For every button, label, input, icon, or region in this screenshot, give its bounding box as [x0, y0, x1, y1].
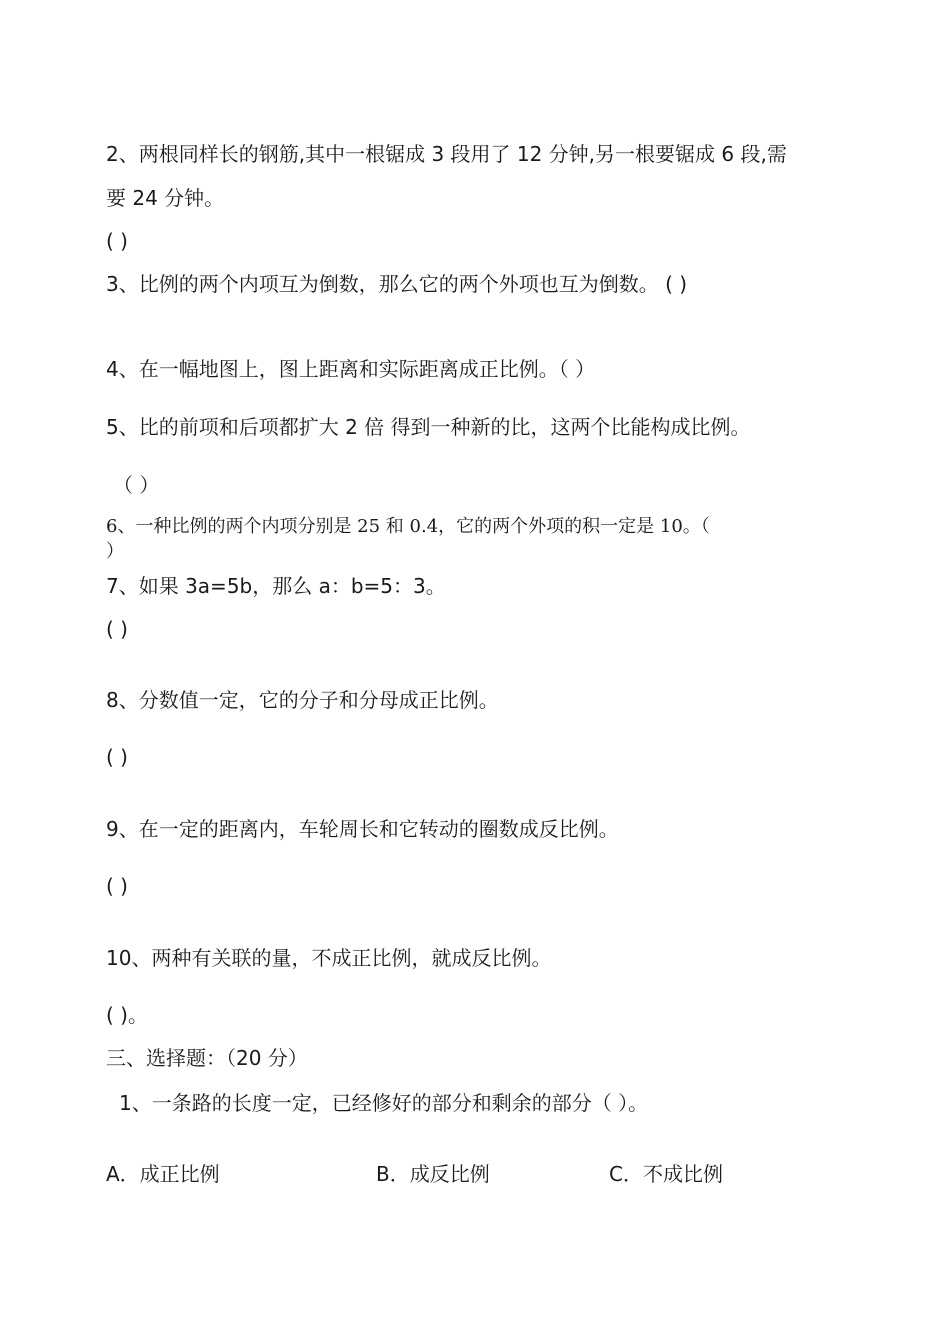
- question-2-line-2: 要 24 分钟。: [106, 186, 225, 210]
- section-choice-heading: 三、选择题：（20 分）: [106, 1046, 308, 1070]
- question-3: 3、比例的两个内项互为倒数，那么它的两个外项也互为倒数。 ( ): [106, 272, 688, 296]
- question-2-answer-blank: ( ): [106, 229, 128, 253]
- choice-option-b: B．成反比例: [376, 1162, 490, 1186]
- question-8-answer-blank: ( ): [106, 745, 128, 769]
- question-8: 8、分数值一定，它的分子和分母成正比例。: [106, 688, 499, 712]
- question-6-line-1: 6、一种比例的两个内项分别是 25 和 0.4，它的两个外项的积一定是 10。（: [106, 516, 710, 537]
- question-7: 7、如果 3a=5b，那么 a：b=5：3。: [106, 574, 446, 598]
- question-2-line-1: 2、两根同样长的钢筋,其中一根锯成 3 段用了 12 分钟,另一根要锯成 6 段,需: [106, 142, 787, 166]
- question-9-answer-blank: ( ): [106, 874, 128, 898]
- question-10-answer-blank: ( )。: [106, 1003, 148, 1027]
- question-10: 10、两种有关联的量，不成正比例，就成反比例。: [106, 946, 552, 970]
- question-9: 9、在一定的距离内，车轮周长和它转动的圈数成反比例。: [106, 817, 619, 841]
- question-6-line-2: ）: [106, 541, 124, 562]
- choice-question-1: 1、一条路的长度一定，已经修好的部分和剩余的部分（ ）。: [119, 1091, 649, 1115]
- question-4: 4、在一幅地图上，图上距离和实际距离成正比例。（ ）: [106, 357, 596, 381]
- choice-option-c: C．不成比例: [609, 1162, 723, 1186]
- question-7-answer-blank: ( ): [106, 617, 128, 641]
- question-5: 5、比的前项和后项都扩大 2 倍 得到一种新的比，这两个比能构成比例。: [106, 415, 751, 439]
- question-5-answer-blank: （ ）: [113, 473, 160, 497]
- choice-option-a: A．成正比例: [106, 1162, 220, 1186]
